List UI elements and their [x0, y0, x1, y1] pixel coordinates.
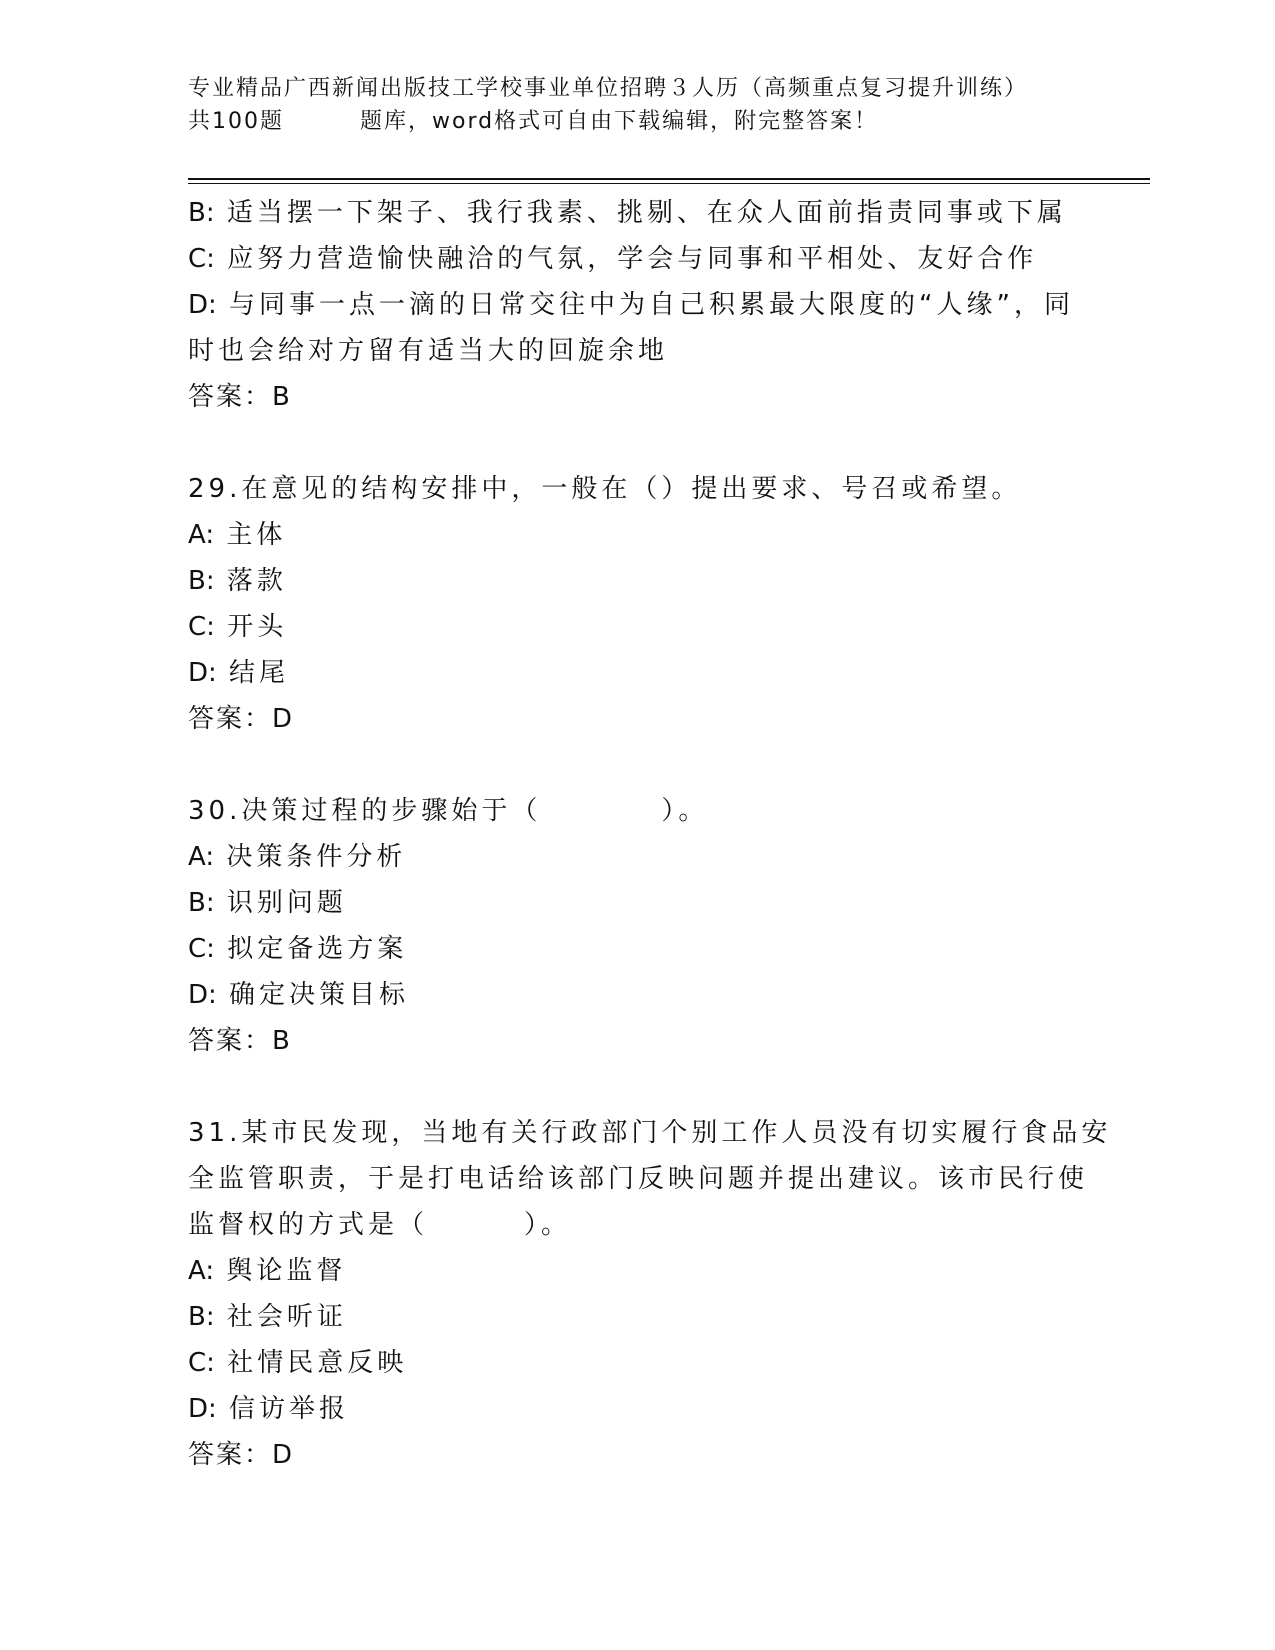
answer: 答案：B: [188, 382, 292, 412]
header-rule-thin: [188, 183, 1150, 184]
question-stem-line-2: 全监管职责，于是打电话给该部门反映问题并提出建议。该市民行使: [188, 1164, 1089, 1194]
question-31: [188, 1110, 1112, 1478]
question-stem: 30.决策过程的步骤始于（ ）。: [188, 796, 709, 826]
option-b: B: 识别问题: [188, 888, 347, 918]
document-body: [188, 190, 1112, 1478]
header-subtitle-line: [188, 105, 1148, 138]
header-download-note: 题库，word格式可自由下载编辑，附完整答案！: [360, 109, 879, 134]
question-number: 31.: [188, 1118, 242, 1148]
question-29: [188, 466, 1088, 742]
option-c: C: 应努力营造愉快融洽的气氛，学会与同事和平相处、友好合作: [188, 244, 1038, 274]
answer: 答案：D: [188, 704, 295, 734]
question-stem-line-3: 监督权的方式是（ ）。: [188, 1210, 572, 1240]
option-b: B: 适当摆一下架子、我行我素、挑剔、在众人面前指责同事或下属: [188, 198, 1067, 228]
header-title-line: 专业精品广西新闻出版技工学校事业单位招聘３人历（高频重点复习提升训练）: [188, 76, 1029, 101]
header-question-count: 共100题: [188, 109, 284, 134]
page-header: [188, 72, 1148, 138]
question-stem: 29.在意见的结构安排中，一般在（）提出要求、号召或希望。: [188, 474, 1022, 504]
option-d: D: 确定决策目标: [188, 980, 410, 1010]
question-number: 30.: [188, 796, 242, 826]
question-28-continuation: [188, 190, 1088, 420]
option-c: C: 开头: [188, 612, 288, 642]
answer: 答案：D: [188, 1440, 295, 1470]
header-rule-thick: [188, 178, 1150, 180]
option-a: A: 主体: [188, 520, 287, 550]
option-d: D: 信访举报: [188, 1394, 350, 1424]
option-d-continuation: 时也会给对方留有适当大的回旋余地: [188, 336, 669, 366]
option-d: D: 与同事一点一滴的日常交往中为自己积累最大限度的“人缘”，同: [188, 290, 1074, 320]
option-b: B: 社会听证: [188, 1302, 347, 1332]
question-stem-line-1: 31.某市民发现，当地有关行政部门个别工作人员没有切实履行食品安: [188, 1118, 1112, 1148]
question-number: 29.: [188, 474, 242, 504]
option-a: A: 舆论监督: [188, 1256, 347, 1286]
option-a: A: 决策条件分析: [188, 842, 407, 872]
question-30: [188, 788, 1088, 1064]
option-d: D: 结尾: [188, 658, 290, 688]
option-c: C: 拟定备选方案: [188, 934, 408, 964]
option-c: C: 社情民意反映: [188, 1348, 408, 1378]
answer: 答案：B: [188, 1026, 292, 1056]
option-b: B: 落款: [188, 566, 287, 596]
